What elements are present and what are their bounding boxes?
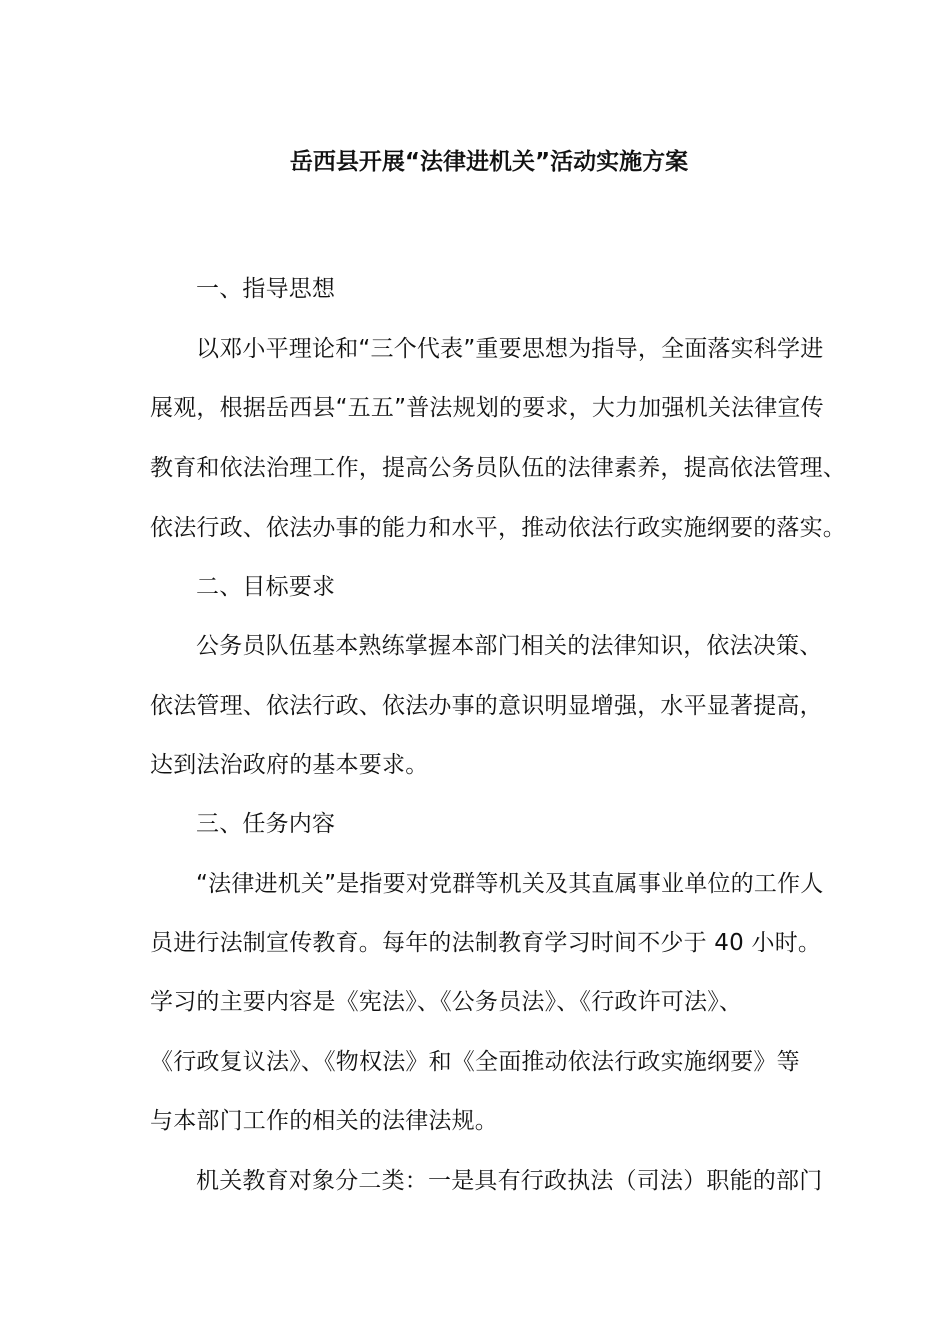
document-title: 岳西县开展“法律进机关”活动实施方案 [289, 149, 689, 175]
paragraph-line: 机关教育对象分二类：一是具有行政执法（司法）职能的部门 [196, 1168, 823, 1194]
paragraph-line: “法律进机关”是指要对党群等机关及其直属事业单位的工作人 [196, 871, 824, 897]
paragraph-line: 员进行法制宣传教育。每年的法制教育学习时间不少于 40 小时。 [150, 930, 822, 956]
paragraph-line: 依法行政、依法办事的能力和水平，推动依法行政实施纲要的落实。 [150, 515, 846, 541]
section-heading-tasks: 三、任务内容 [196, 811, 336, 837]
paragraph-line: 以邓小平理论和“三个代表”重要思想为指导，全面落实科学进 [196, 336, 824, 362]
paragraph-line: 公务员队伍基本熟练掌握本部门相关的法律知识，依法决策、 [196, 633, 823, 659]
paragraph-line: 与本部门工作的相关的法律法规。 [150, 1108, 498, 1134]
section-heading-objectives: 二、目标要求 [196, 574, 336, 600]
paragraph-line: 展观，根据岳西县“五五”普法规划的要求，大力加强机关法律宣传 [150, 395, 824, 421]
section-heading-guiding-ideology: 一、指导思想 [196, 276, 336, 302]
paragraph-line: 学习的主要内容是《宪法》、《公务员法》、《行政许可法》、 [150, 989, 743, 1015]
paragraph-line: 教育和依法治理工作，提高公务员队伍的法律素养，提高依法管理、 [150, 455, 846, 481]
paragraph-line: 《行政复议法》、《物权法》和《全面推动依法行政实施纲要》等 [150, 1049, 800, 1075]
paragraph-line: 达到法治政府的基本要求。 [150, 752, 429, 778]
paragraph-line: 依法管理、依法行政、依法办事的意识明显增强，水平显著提高， [150, 693, 823, 719]
